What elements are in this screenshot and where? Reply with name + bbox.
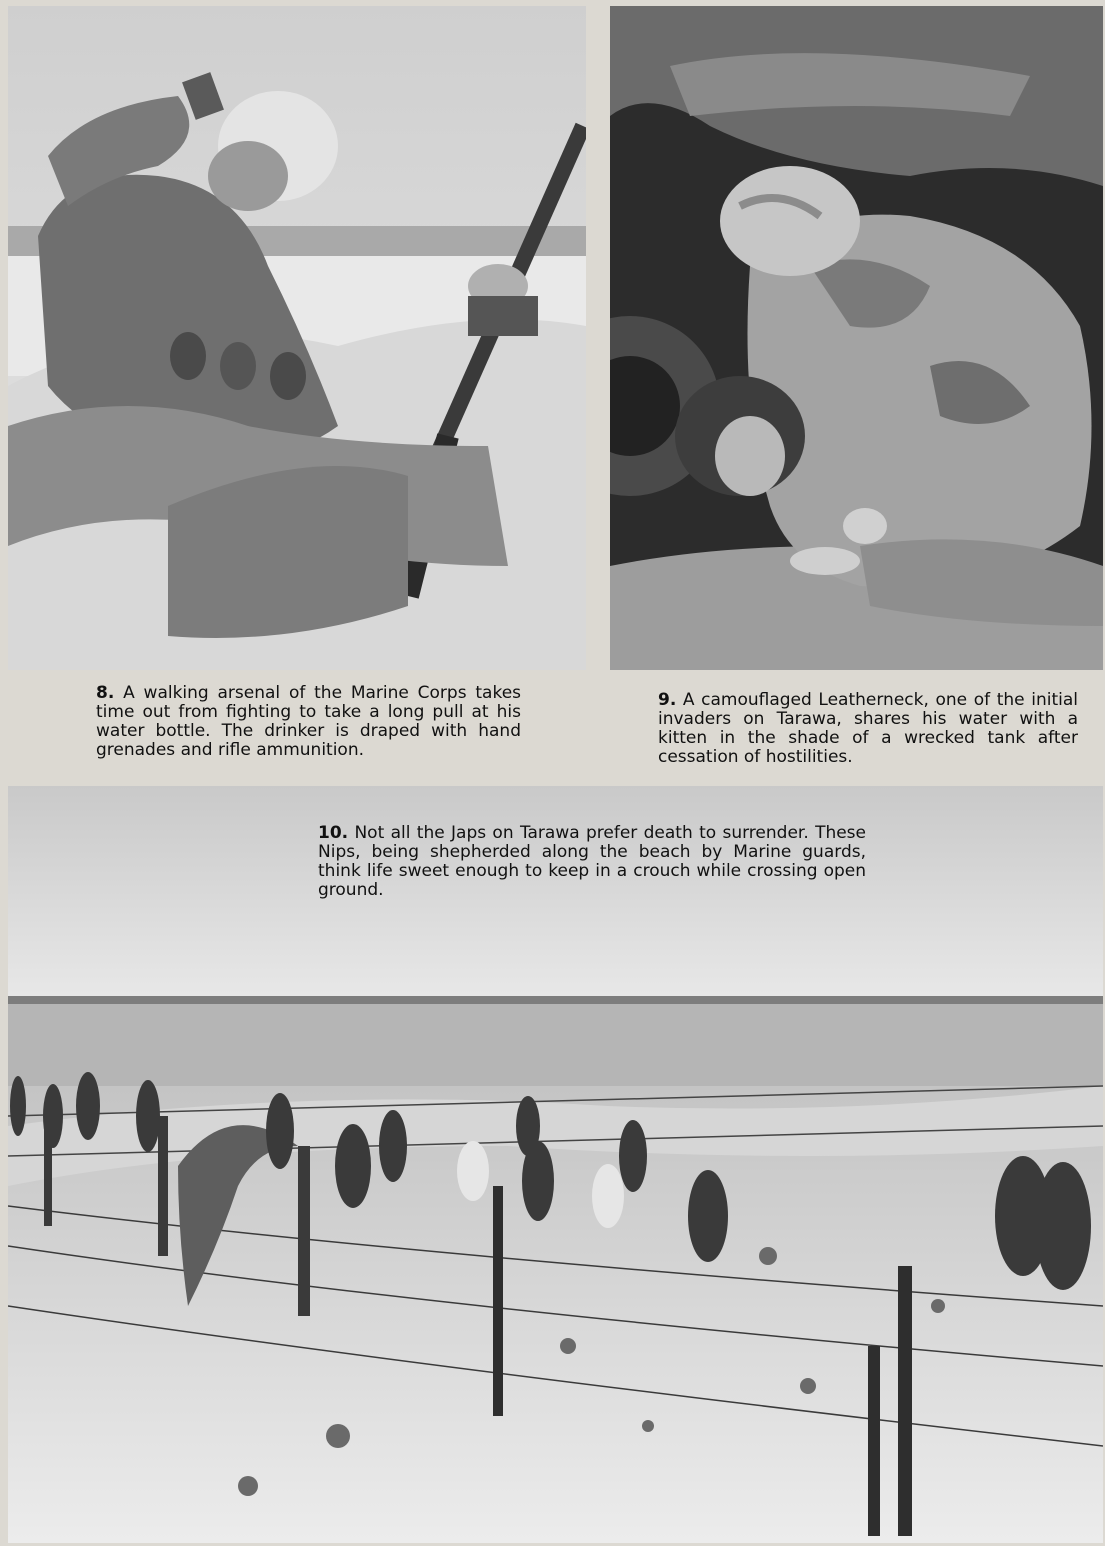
caption-number: 10. <box>318 823 349 843</box>
photo-marine-kitten <box>610 6 1103 670</box>
photo-marine-drinking <box>8 6 586 670</box>
caption-number: 9. <box>658 690 677 710</box>
caption-text: A camouflaged Leatherneck, one of the initial invaders on Tarawa, shares his water with a kitten in the shade of a wrecked tank after cessation of hostilities. <box>658 690 1078 767</box>
caption-photo-8 <box>96 684 521 760</box>
caption-text: Not all the Japs on Tarawa prefer death to surrender. These Nips, being shepherded along the beach by Marine guards, think life sweet enough to keep in a crouch while crossing open ground. <box>318 823 867 900</box>
caption-photo-10 <box>318 824 866 900</box>
caption-photo-9 <box>658 691 1078 767</box>
caption-number: 8. <box>96 683 115 703</box>
caption-text: A walking arsenal of the Marine Corps takes time out from fighting to take a long pull at his water bottle. The drinker is draped with hand grenades and rifle ammunition. <box>96 683 522 760</box>
